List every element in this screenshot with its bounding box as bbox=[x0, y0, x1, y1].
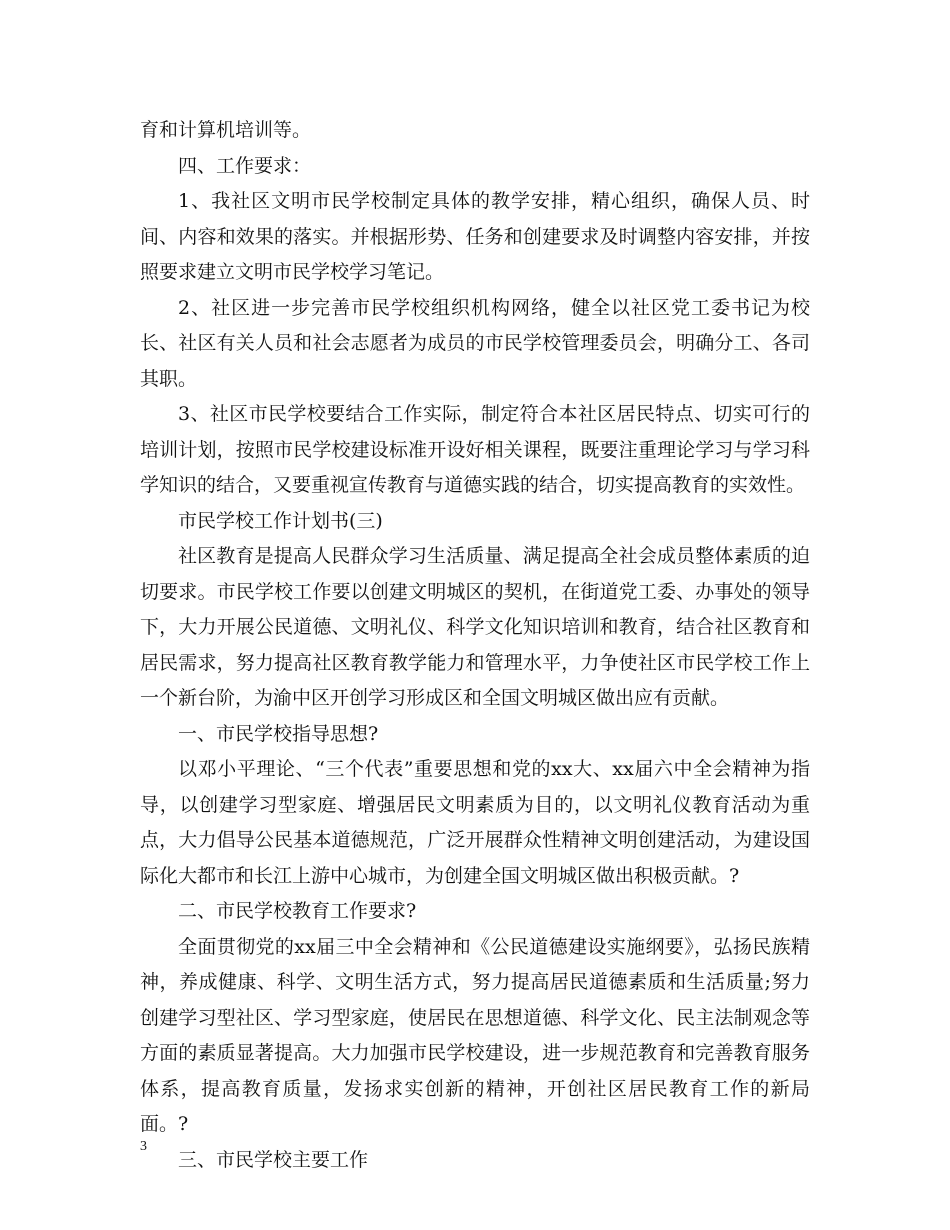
paragraph-1: 育和计算机培训等。 bbox=[140, 119, 312, 141]
page-number: 3 bbox=[140, 1139, 147, 1154]
section-heading-work-requirements: 四、工作要求： bbox=[178, 154, 312, 177]
document-title-plan-3: 市民学校工作计划书(三) bbox=[178, 509, 383, 532]
paragraph-introduction: 社区教育是提高人民群众学习生活质量、满足提高全社会成员整体素质的迫切要求。市民学校工作要以创建文明城区的契机，在街道党工委、办事处的领导下，大力开展公民道德、文明礼仪、科学文化知识培训和教育，结合社区教育和居民需求，努力提高社区教育教学能力和管理水平，力争使社区市民学校工作上一个新台阶，为渝中区开创学习形成区和全国文明城区做出应有贡献。 bbox=[140, 545, 810, 709]
paragraph-requirement-1: 1、我社区文明市民学校制定具体的教学安排，精心组织，确保人员、时间、内容和效果的落实。并根据形势、任务和创建要求及时调整内容安排，并按照要求建立文明市民学校学习笔记。 bbox=[140, 190, 810, 283]
paragraph-guiding-ideology: 以邓小平理论、“三个代表”重要思想和党的xx大、xx届六中全会精神为指导，以创建学习型家庭、增强居民文明素质为目的，以文明礼仪教育活动为重点，大力倡导公民基本道德规范，广泛开展群众性精神文明创建活动，为建设国际化大都市和长江上游中心城市，为创建全国文明城区做出积极贡献。? bbox=[140, 758, 810, 887]
paragraph-requirement-2: 2、社区进一步完善市民学校组织机构网络，健全以社区党工委书记为校长、社区有关人员和社会志愿者为成员的市民学校管理委员会，明确分工、各司其职。 bbox=[140, 296, 810, 390]
section-heading-guiding-ideology: 一、市民学校指导思想? bbox=[178, 722, 379, 745]
section-heading-main-work: 三、市民学校主要工作 bbox=[178, 1148, 369, 1171]
paragraph-education-requirements: 全面贯彻党的xx届三中全会精神和《公民道德建设实施纲要》，弘扬民族精神，养成健康、科学、文明生活方式，努力提高居民道德素质和生活质量;努力创建学习型社区、学习型家庭，使居民在思想道德、科学文化、民主法制观念等方面的素质显著提高。大力加强市民学校建设，进一步规范教育和完善教育服务体系，提高教育质量，发扬求实创新的精神，开创社区居民教育工作的新局面。? bbox=[140, 935, 810, 1135]
paragraph-requirement-3: 3、社区市民学校要结合工作实际，制定符合本社区居民特点、切实可行的培训计划，按照市民学校建设标准开设好相关课程，既要注重理论学习与学习科学知识的结合，又要重视宣传教育与道德实践的结合，切实提高教育的实效性。 bbox=[140, 403, 810, 496]
section-heading-education-requirements: 二、市民学校教育工作要求? bbox=[178, 900, 417, 922]
document-body bbox=[140, 113, 810, 1178]
